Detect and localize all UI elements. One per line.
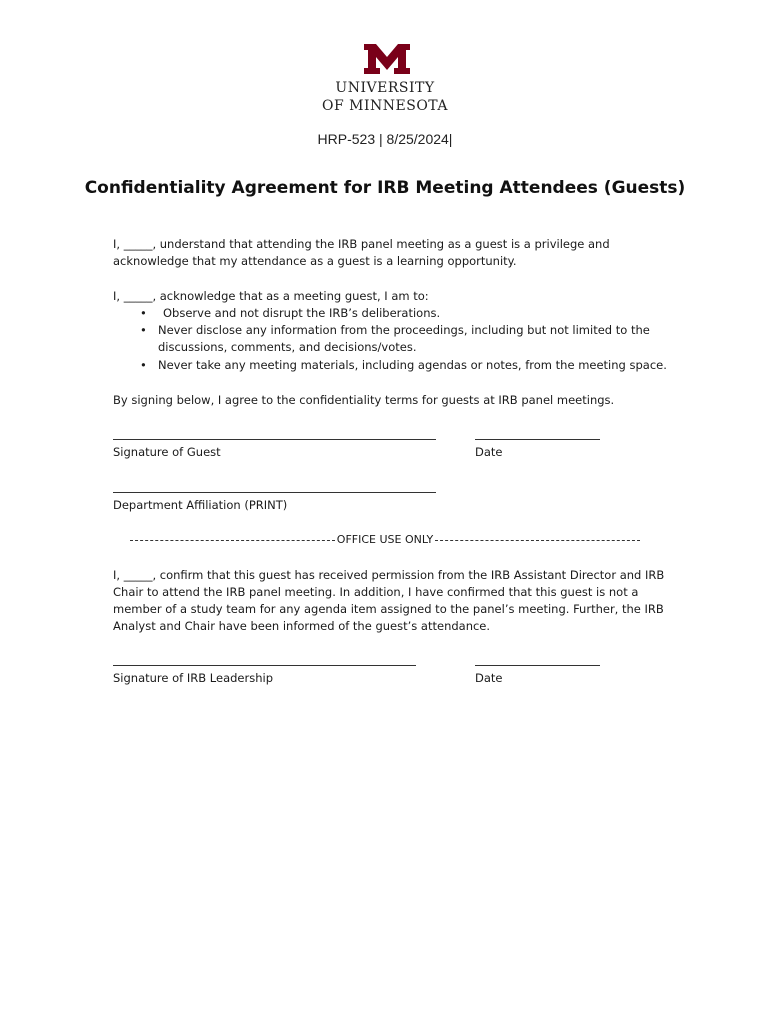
paragraph1-line2: acknowledge that my attendance as a guest is a learning opportunity. <box>113 254 517 268</box>
department-line[interactable] <box>113 492 436 493</box>
divider-dash-right <box>435 540 640 541</box>
guest-signature-label: Signature of Guest <box>113 445 221 459</box>
leadership-signature-line[interactable] <box>113 665 416 666</box>
agreement-statement: By signing below, I agree to the confidentiality terms for guests at IRB panel meetings. <box>113 393 615 407</box>
office-paragraph-line3: member of a study team for any agenda item assigned to the panel’s meeting. Further, the IRB <box>113 602 664 616</box>
form-identifier: HRP-523 | 8/25/2024| <box>317 131 453 147</box>
bullet-item-3: Never take any meeting materials, including agendas or notes, from the meeting space. <box>158 358 667 372</box>
bullet-dot: • <box>140 358 147 372</box>
guest-signature-line[interactable] <box>113 439 436 440</box>
office-paragraph-line4: Analyst and Chair have been informed of the guest’s attendance. <box>113 619 491 633</box>
university-m-logo <box>362 44 412 74</box>
bullet-item-2-line2: discussions, comments, and decisions/votes. <box>158 340 417 354</box>
bullet-dot: • <box>140 323 147 337</box>
paragraph2-intro: I, _____, acknowledge that as a meeting guest, I am to: <box>113 289 429 303</box>
leadership-date-line[interactable] <box>475 665 600 666</box>
guest-date-line[interactable] <box>475 439 600 440</box>
guest-date-label: Date <box>475 445 503 459</box>
office-use-label: OFFICE USE ONLY <box>336 533 434 546</box>
bullet-dot: • <box>140 306 147 320</box>
leadership-date-label: Date <box>475 671 503 685</box>
university-name-line1: UNIVERSITY <box>335 80 435 96</box>
leadership-signature-label: Signature of IRB Leadership <box>113 671 274 685</box>
document-title: Confidentiality Agreement for IRB Meeting Attendees (Guests) <box>84 178 686 198</box>
paragraph1-line1: I, _____, understand that attending the IRB panel meeting as a guest is a privilege and <box>113 237 610 251</box>
bullet-item-1: Observe and not disrupt the IRB’s deliberations. <box>163 306 441 320</box>
office-paragraph-line1: I, _____, confirm that this guest has received permission from the IRB Assistant Director and IRB <box>113 568 665 582</box>
department-label: Department Affiliation (PRINT) <box>113 498 288 512</box>
divider-dash-left <box>130 540 335 541</box>
university-name-line2: OF MINNESOTA <box>322 98 448 114</box>
office-paragraph-line2: Chair to attend the IRB panel meeting. In addition, I have confirmed that this guest is not a <box>113 585 639 599</box>
bullet-item-2-line1: Never disclose any information from the proceedings, including but not limited to the <box>158 323 650 337</box>
office-use-divider <box>130 532 640 548</box>
